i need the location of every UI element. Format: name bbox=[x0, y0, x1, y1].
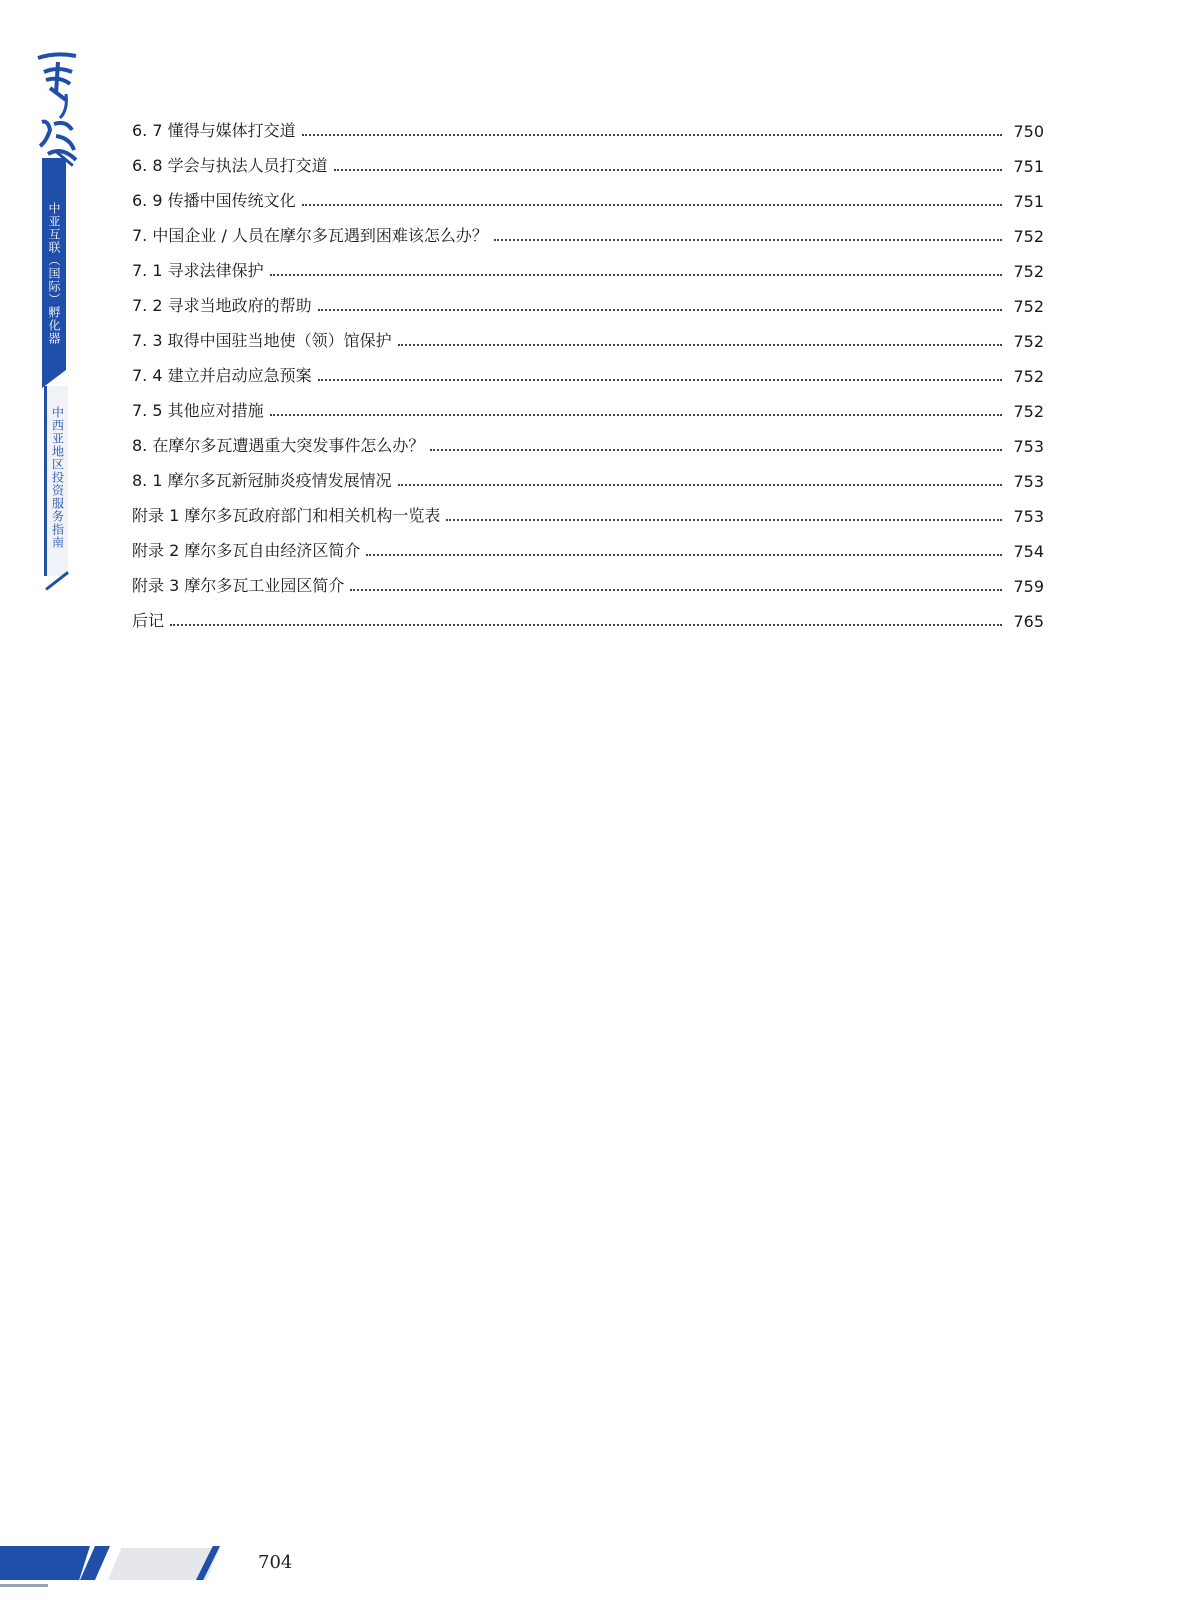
toc-label: 附录 1 摩尔多瓦政府部门和相关机构一览表 bbox=[132, 506, 441, 525]
toc-entry[interactable] bbox=[132, 456, 1044, 491]
toc-label: 8. 1 摩尔多瓦新冠肺炎疫情发展情况 bbox=[132, 471, 392, 490]
toc-leader bbox=[446, 519, 1002, 521]
page-number: 704 bbox=[258, 1552, 293, 1573]
toc-page: 753 bbox=[1013, 507, 1044, 526]
toc-leader bbox=[398, 344, 1002, 346]
side-tab bbox=[0, 0, 90, 600]
toc-leader bbox=[270, 274, 1002, 276]
toc-page: 751 bbox=[1013, 192, 1044, 211]
toc-entry[interactable] bbox=[132, 176, 1044, 211]
toc-leader bbox=[398, 484, 1002, 486]
tab-secondary-label: 中西亚地区投资服务指南 bbox=[50, 406, 65, 549]
toc-page: 752 bbox=[1013, 227, 1044, 246]
page-footer bbox=[0, 1510, 300, 1600]
toc-leader bbox=[318, 309, 1002, 311]
toc-page: 765 bbox=[1013, 612, 1044, 631]
toc-label: 7. 1 寻求法律保护 bbox=[132, 261, 264, 280]
toc-entry[interactable] bbox=[132, 281, 1044, 316]
toc-label: 后记 bbox=[132, 611, 165, 630]
toc-label: 7. 5 其他应对措施 bbox=[132, 401, 264, 420]
toc-page: 752 bbox=[1013, 367, 1044, 386]
tab-secondary bbox=[44, 386, 68, 576]
toc-leader bbox=[430, 449, 1002, 451]
toc-entry[interactable] bbox=[132, 526, 1044, 561]
toc-label: 6. 8 学会与执法人员打交道 bbox=[132, 156, 328, 175]
toc-page: 759 bbox=[1013, 577, 1044, 596]
toc-page: 754 bbox=[1013, 542, 1044, 561]
toc-page: 751 bbox=[1013, 157, 1044, 176]
toc-entry[interactable] bbox=[132, 246, 1044, 281]
toc-label: 附录 2 摩尔多瓦自由经济区简介 bbox=[132, 541, 361, 560]
toc-entry[interactable] bbox=[132, 211, 1044, 246]
toc-page: 753 bbox=[1013, 437, 1044, 456]
toc-page: 752 bbox=[1013, 402, 1044, 421]
toc-entry[interactable] bbox=[132, 421, 1044, 456]
toc-label: 8. 在摩尔多瓦遭遇重大突发事件怎么办？ bbox=[132, 436, 425, 455]
toc-entry[interactable] bbox=[132, 316, 1044, 351]
toc-label: 6. 9 传播中国传统文化 bbox=[132, 191, 296, 210]
toc-page: 752 bbox=[1013, 262, 1044, 281]
toc-leader bbox=[494, 239, 1002, 241]
toc-label: 6. 7 懂得与媒体打交道 bbox=[132, 121, 296, 140]
footer-line bbox=[0, 1584, 48, 1587]
toc-entry[interactable] bbox=[132, 561, 1044, 596]
tab-primary-label: 中亚互联（国际）孵化器 bbox=[47, 202, 61, 345]
toc-leader bbox=[350, 589, 1002, 591]
footer-bar-blue bbox=[0, 1546, 90, 1580]
toc-entry[interactable] bbox=[132, 106, 1044, 141]
toc-leader bbox=[270, 414, 1002, 416]
toc-entry[interactable] bbox=[132, 386, 1044, 421]
toc-leader bbox=[302, 204, 1002, 206]
toc-label: 7. 中国企业 / 人员在摩尔多瓦遇到困难该怎么办？ bbox=[132, 226, 488, 245]
toc-label: 7. 2 寻求当地政府的帮助 bbox=[132, 296, 312, 315]
toc-leader bbox=[170, 624, 1002, 626]
toc-leader bbox=[334, 169, 1002, 171]
table-of-contents bbox=[132, 106, 1044, 631]
toc-page: 750 bbox=[1013, 122, 1044, 141]
toc-entry[interactable] bbox=[132, 351, 1044, 386]
toc-label: 7. 4 建立并启动应急预案 bbox=[132, 366, 312, 385]
toc-leader bbox=[366, 554, 1002, 556]
toc-entry[interactable] bbox=[132, 491, 1044, 526]
toc-page: 752 bbox=[1013, 332, 1044, 351]
toc-page: 752 bbox=[1013, 297, 1044, 316]
toc-entry[interactable] bbox=[132, 596, 1044, 631]
toc-leader bbox=[318, 379, 1002, 381]
toc-page: 753 bbox=[1013, 472, 1044, 491]
toc-entry[interactable] bbox=[132, 141, 1044, 176]
tab-primary bbox=[42, 158, 66, 370]
toc-leader bbox=[302, 134, 1002, 136]
toc-label: 7. 3 取得中国驻当地使（领）馆保护 bbox=[132, 331, 392, 350]
toc-label: 附录 3 摩尔多瓦工业园区简介 bbox=[132, 576, 345, 595]
